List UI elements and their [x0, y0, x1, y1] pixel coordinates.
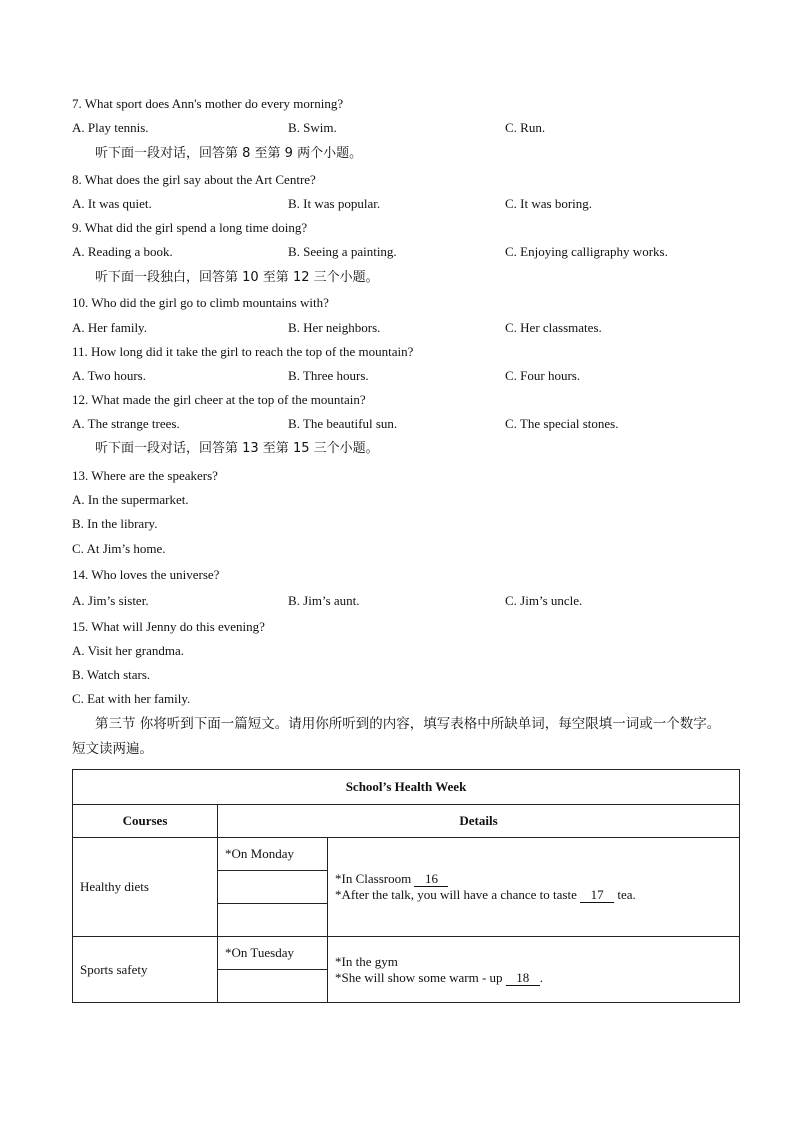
section-3-instruction: 第三节 你将听到下面一篇短文。请用你所听到的内容，填写表格中所缺单词，每空限填一词或一个数字。短文读两遍。	[72, 716, 721, 757]
option-a[interactable]: A. Jim’s sister.	[72, 593, 149, 608]
course-healthy-diets: Healthy diets	[73, 838, 218, 937]
day-monday: *On Monday	[218, 838, 328, 871]
option-b[interactable]: B. Watch stars.	[72, 667, 151, 682]
option-a[interactable]: A. It was quiet.	[72, 196, 152, 211]
option-a[interactable]: A. Reading a book.	[72, 244, 173, 259]
course-sports-safety: Sports safety	[73, 937, 218, 1003]
option-c[interactable]: C. It was boring.	[505, 196, 593, 211]
question-14-options	[72, 593, 732, 609]
option-a[interactable]: A. Visit her grandma.	[72, 643, 184, 658]
detail-line-warmup	[335, 970, 732, 986]
detail-text: tea.	[617, 887, 636, 902]
empty-cell	[218, 871, 328, 904]
option-c[interactable]: C. Four hours.	[505, 368, 581, 383]
empty-cell	[218, 970, 328, 1003]
option-b[interactable]: B. Swim.	[288, 120, 337, 135]
day-tuesday: *On Tuesday	[218, 937, 328, 970]
table-title: School’s Health Week	[73, 770, 740, 805]
detail-text: .	[539, 969, 544, 985]
question-15: 15. What will Jenny do this evening?	[72, 619, 265, 634]
question-10-options	[72, 320, 732, 336]
option-a[interactable]: A. Play tennis.	[72, 120, 149, 135]
instruction-10-12: 听下面一段独白，回答第 10 至第 12 三个小题。	[95, 270, 379, 285]
option-b[interactable]: B. It was popular.	[288, 196, 381, 211]
option-b[interactable]: B. Seeing a painting.	[288, 244, 397, 259]
detail-line-taste	[335, 887, 732, 903]
blank-18[interactable]: 18	[506, 971, 540, 986]
instruction-8-9: 听下面一段对话，回答第 8 至第 9 两个小题。	[95, 146, 363, 161]
question-9: 9. What did the girl spend a long time doing?	[72, 220, 308, 235]
column-header-details: Details	[218, 805, 740, 838]
detail-text: *In Classroom	[335, 871, 412, 886]
option-c[interactable]: C. Her classmates.	[505, 320, 602, 335]
question-7-options	[72, 120, 732, 136]
detail-line-gym: *In the gym	[335, 953, 398, 969]
question-10: 10. Who did the girl go to climb mountains with?	[72, 295, 329, 310]
option-a[interactable]: A. Her family.	[72, 320, 147, 335]
question-11-options	[72, 368, 732, 384]
details-sports-safety	[328, 937, 740, 1003]
option-b[interactable]: B. In the library.	[72, 516, 158, 531]
option-a[interactable]: A. In the supermarket.	[72, 492, 189, 507]
option-a[interactable]: A. Two hours.	[72, 368, 146, 383]
option-b[interactable]: B. Three hours.	[288, 368, 369, 383]
details-healthy-diets	[328, 838, 740, 937]
health-week-table	[72, 769, 740, 1003]
option-b[interactable]: B. Her neighbors.	[288, 320, 381, 335]
question-11: 11. How long did it take the girl to reach the top of the mountain?	[72, 344, 414, 359]
empty-cell	[218, 904, 328, 937]
blank-17[interactable]: 17	[580, 888, 614, 903]
option-b[interactable]: B. Jim’s aunt.	[288, 593, 360, 608]
question-9-options	[72, 244, 732, 260]
question-12: 12. What made the girl cheer at the top of the mountain?	[72, 392, 366, 407]
detail-text: *She will show some warm - up	[335, 969, 503, 985]
option-c[interactable]: C. The special stones.	[505, 416, 619, 431]
option-c[interactable]: C. Enjoying calligraphy works.	[505, 244, 668, 259]
column-header-courses: Courses	[73, 805, 218, 838]
option-c[interactable]: C. At Jim’s home.	[72, 541, 166, 556]
detail-text: *After the talk, you will have a chance to taste	[335, 887, 577, 902]
option-a[interactable]: A. The strange trees.	[72, 416, 180, 431]
blank-16[interactable]: 16	[414, 872, 448, 887]
instruction-13-15: 听下面一段对话，回答第 13 至第 15 三个小题。	[95, 441, 379, 456]
option-c[interactable]: C. Eat with her family.	[72, 691, 191, 706]
option-c[interactable]: C. Jim’s uncle.	[505, 593, 583, 608]
question-14: 14. Who loves the universe?	[72, 567, 220, 582]
option-c[interactable]: C. Run.	[505, 120, 546, 135]
question-13: 13. Where are the speakers?	[72, 468, 218, 483]
question-8-options	[72, 196, 732, 212]
question-8: 8. What does the girl say about the Art Centre?	[72, 172, 316, 187]
question-7: 7. What sport does Ann's mother do every morning?	[72, 96, 344, 111]
detail-line-classroom	[335, 871, 732, 887]
option-b[interactable]: B. The beautiful sun.	[288, 416, 398, 431]
question-12-options	[72, 416, 732, 432]
